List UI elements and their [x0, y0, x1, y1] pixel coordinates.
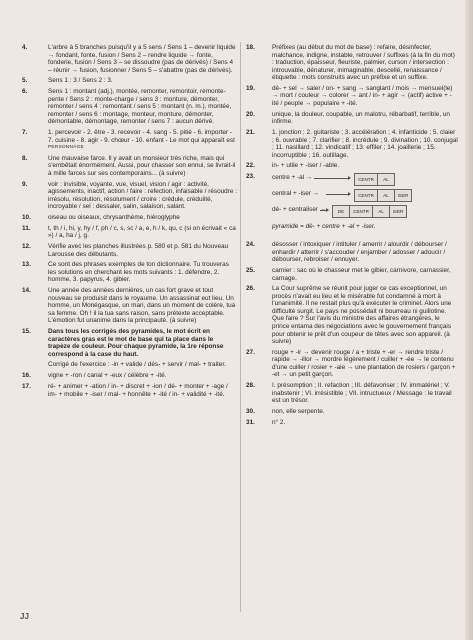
pyramid-cell: DE	[332, 205, 350, 218]
entry-number: 21.	[246, 129, 255, 137]
entry-number: 22.	[246, 162, 255, 170]
entry-text: I. présomption ; II. refaction ; III. défavoriser ; IV. immatériel ; V. inabstenir ; VI. irrésistible ; VII. intructueux / Message : le travail est un trésor.	[272, 382, 452, 405]
entry-text: unique, la douleur, coupable, un malotru, rébarbatif, terrible, un infirme.	[272, 110, 450, 126]
arrow-icon	[314, 178, 350, 179]
entry-text: Sens 1 : 3 / Sens 2 : 3.	[48, 77, 113, 85]
entry-text: Ce sont des phrases exemples de ton dictionnaire. Tu trouveras les solutions en cherchant les mots suivants : 1. défendre, 2. homme, 3. papyrus, 4. gibier.	[48, 261, 229, 284]
right-answer-entry	[246, 267, 458, 282]
pyramid-row-label: central + -iser →	[272, 190, 320, 198]
entry-number: 5.	[22, 77, 28, 85]
entry-text: 1. jonction ; 2. guitariste ; 3. accélération ; 4. infanticide ; 5. claier ; 6. ouvrable ; 7. clarifier ; 8. incrédule ; 9. divination ; 10. conjugal ; 11. nasillard ; 12. vindicatif ; 13. effiler ; 14. joaillerie ; 15. incorruptible ; 16. outillage.	[272, 129, 458, 159]
left-answer-entry	[22, 383, 237, 398]
entry-number: 28.	[246, 382, 255, 390]
entry-text: in- + utile + -iser / -able.	[272, 162, 340, 170]
entry-number: 9.	[22, 180, 28, 188]
entry-number: 15.	[22, 328, 31, 336]
left-answer-entry	[22, 214, 237, 222]
entry-number: 6.	[22, 88, 28, 96]
right-answer-entry	[246, 111, 458, 126]
left-answer-entry	[22, 88, 237, 126]
entry-number: 24.	[246, 241, 255, 249]
entry-number: 8.	[22, 154, 28, 162]
entry-text: 1. percevoir - 2. être - 3. recevoir - 4. sang - 5. pitié - 6. importer - 7. cuisine - 8. agir - 9. chœur - 10. enfant - Le mot qui apparaît est	[48, 129, 235, 144]
entry-text: rouge + -ir → devenir rouge / a + triste + -er → rendre triste / rapide → -illor → mordre légèrement / cuiller + -ée → le contenu d'une cuiller / rosier + -aie → une plantation de rosiers / garçon + -et → un petit garçon.	[272, 348, 456, 379]
left-answer-entry	[22, 225, 237, 240]
entry-text: Une mauvaise farce. Il y avait un monsieur très riche, mais qui s'embêtait énormément. Aussi, pour chasser son ennui, se livrait-il à mille farces sur ses contemporains... (à suivre)	[48, 154, 236, 177]
entry-text: Sens 1 : montant (adj.), montée, remonter, remontoir, remonte-pente / Sens 2 : monte-charge / sens 3 : monture, démonter, remonter / sens 4 : remontant / sens 5 : montant (n. m.), montée, remonter / sens 6 : montage, monteur, monture, démonter, démontable, démontage, remonter / sens 7 : aucun dérivé.	[48, 88, 232, 126]
right-answer-entry	[246, 382, 458, 405]
entry-text: voir : invisible, voyante, vue, visuel, vision / agir : activité, agissements, inactif, action / faire : refection, infaisable / résoudre : irrésolu, résolution, résolument / croire : crédule, crédulité, incroyable / sel : dessaler, salin, salaison, salant.	[48, 180, 237, 211]
entry-number: 11.	[22, 224, 31, 232]
left-answer-entry	[22, 243, 237, 258]
entry-number: 18.	[246, 44, 255, 51]
entry-number: 23.	[246, 173, 255, 181]
pyramid-row-label: centre + -al →	[272, 174, 313, 182]
left-answer-entry	[22, 372, 237, 380]
pyramid-diagram	[246, 173, 458, 237]
entry-text: Préfixes (au début du mot de base) : refaire, désinfecter, malchance, indigne, instable, retrouver / suffixes (à la fin du mot) : traduction, épaisseur, fleuriste, palmier, curson / intersection : introuvable, dénaturer, inimaginable, descellé, renaissance / étiquette : mots construits avec un préfixe et un suffixe.	[272, 44, 455, 82]
right-answer-entry	[246, 349, 458, 379]
entry-text: Une année des années dernières, un cas fort grave et tout nouveau se produisit dans le royaume. Un assassinat eut lieu. Un homme, un Monégasque, un mari, dans un moment de colère, tua sa femme. Oh ! il la tua sans raison, sans prétexte acceptable. L'émotion fut unanime dans la principauté. (à suivre)	[48, 287, 236, 325]
left-column	[22, 44, 237, 401]
pyramid-caption: pyramide = dé- + centre + -al + -iser.	[272, 223, 376, 231]
hidden-word: PERSONNAGE	[48, 145, 84, 151]
entry-number: 31.	[246, 418, 255, 426]
entry-number: 30.	[246, 408, 255, 416]
entry-number: 10.	[22, 214, 31, 222]
pyramid-cell: CENTR	[354, 173, 378, 186]
entry-text: vigne + -ron / canal + -eux / célèbre + -ité.	[48, 372, 167, 380]
entry-number: 13.	[22, 261, 31, 269]
entry-text: carnier : sac où le chasseur met le gibier, carnivore, carnassier, carnage.	[272, 266, 451, 282]
right-answer-entry	[246, 408, 458, 416]
column-divider	[240, 42, 241, 612]
left-answer-entry	[22, 44, 237, 74]
entry-number: 17.	[22, 382, 31, 390]
entry-text: Corrigé de l'exercice : -in + valide / dés- + servir / mal- + traiter.	[48, 361, 226, 369]
right-answer-entry	[246, 162, 458, 170]
left-answer-entry	[22, 361, 237, 369]
left-answer-entry	[22, 287, 237, 325]
pyramid-cell: AL	[377, 173, 395, 186]
entry-text: Dans tous les corrigés des pyramides, le mot écrit en caractères gras est le mot de base qui ta place dans le trapèze de couleur. Pour chaque pyramide, la 1re réponse correspond à la case du haut.	[48, 328, 224, 358]
pyramid-cell: ISER	[389, 205, 407, 218]
entry-text: t, th / i, hi, y, hy / f, ph / c, s, sc / a, e, h / k, qu, c (si on écrivait « ca ») / a, ha / j, g.	[48, 224, 236, 240]
pyramid-cell: ISER	[394, 189, 412, 202]
entry-number: 19.	[246, 84, 255, 92]
entry-number: 4.	[22, 44, 28, 51]
left-answer-entry	[22, 181, 237, 211]
entry-number: 7.	[22, 129, 28, 137]
entry-number: 14.	[22, 287, 31, 295]
left-answer-entry	[22, 129, 237, 152]
entry-text: n° 2.	[272, 418, 286, 426]
pyramid-cell: AL	[372, 205, 390, 218]
entry-text: ré- + animer + -ation / in- + discret + -ion / dé- + monter + -age / im- + mobile + -iser / mal- + honnête + -ité / in- + validité + -ité.	[48, 382, 228, 398]
right-answer-entry	[246, 129, 458, 159]
left-answer-entry	[22, 155, 237, 178]
right-answer-entry	[246, 44, 458, 82]
arrow-icon	[326, 194, 350, 195]
page-footer-mark: JJ	[20, 612, 29, 621]
pyramid-cell: CENTR	[354, 189, 378, 202]
entry-text: Vérifie avec les planches illustrées p. 580 et p. 581 du Nouveau Larousse des débutants.	[48, 243, 229, 258]
entry-text: non, elle serpente.	[272, 408, 325, 416]
pyramid-row-label: dé- + centraliser →	[272, 206, 327, 214]
right-answer-entry	[246, 285, 458, 345]
right-answer-entry	[246, 419, 458, 427]
entry-number: 16.	[22, 372, 31, 380]
page-edge-shadow	[465, 0, 473, 640]
arrow-icon	[320, 210, 328, 211]
entry-number: 27.	[246, 348, 255, 356]
entry-text: oiseau ou oiseaux, chrysanthème, hiéroglyphe	[48, 214, 180, 222]
pyramid-cell: AL	[377, 189, 395, 202]
entry-text: désosser / intoxiquer / intituler / amerrir / alourdir / débourser / enhardir / atterrir / s'accouder / enjamber / adosser / adoucir / débourser, rebroiser / ennuyer.	[272, 241, 447, 264]
entry-number: 20.	[246, 110, 255, 118]
pyramid-cell: CENTR	[349, 205, 373, 218]
entry-number: 12.	[22, 243, 31, 251]
entry-number: 25.	[246, 266, 255, 274]
entry-text: L'arbre à 5 branches puisqu'il y a 5 sens / Sens 1 – devenir liquide → fondant, fonte, fusion / Sens 2 – rendre liquide → fonte, fonderie, fusion / Sens 3 – se dissoudre (pas de dérivés) / Sens 4 – réunir → fusion, fusionner / Sens 5 – s'abattre (pas de dérivés).	[48, 44, 236, 74]
right-column	[246, 44, 458, 429]
entry-text: La Cour suprême se réunit pour juger ce cas exceptionnel, un procès n'avait eu lieu et le misérable fut condamné à mort à l'unanimité. Il ne restait plus qu'à exécuter le criminel. Alors une difficulté surgit. Le pays ne possédait ni bourreau ni guillotine. Que faire ? Sur l'avis du ministre des affaires étrangères, le prince entama des négociations avec le gouvernement français pour obtenir le prêt d'un coupeur de têtes avec son appareil. (à suivre)	[272, 285, 452, 346]
left-answer-entry	[22, 77, 237, 85]
left-answer-entry	[22, 261, 237, 284]
entry-number	[22, 361, 48, 369]
entry-number: 26.	[246, 285, 255, 293]
right-answer-entry	[246, 85, 458, 108]
entry-text: dé- + sel → saler / on- + sang → sanglant / mois → mensuel(le) → mort / couleur → colorer → ant / in- + agir → (actif) active + -ité / peuple → populaire + -ité.	[272, 84, 453, 108]
right-answer-entry	[246, 241, 458, 264]
left-answer-entry	[22, 328, 237, 358]
